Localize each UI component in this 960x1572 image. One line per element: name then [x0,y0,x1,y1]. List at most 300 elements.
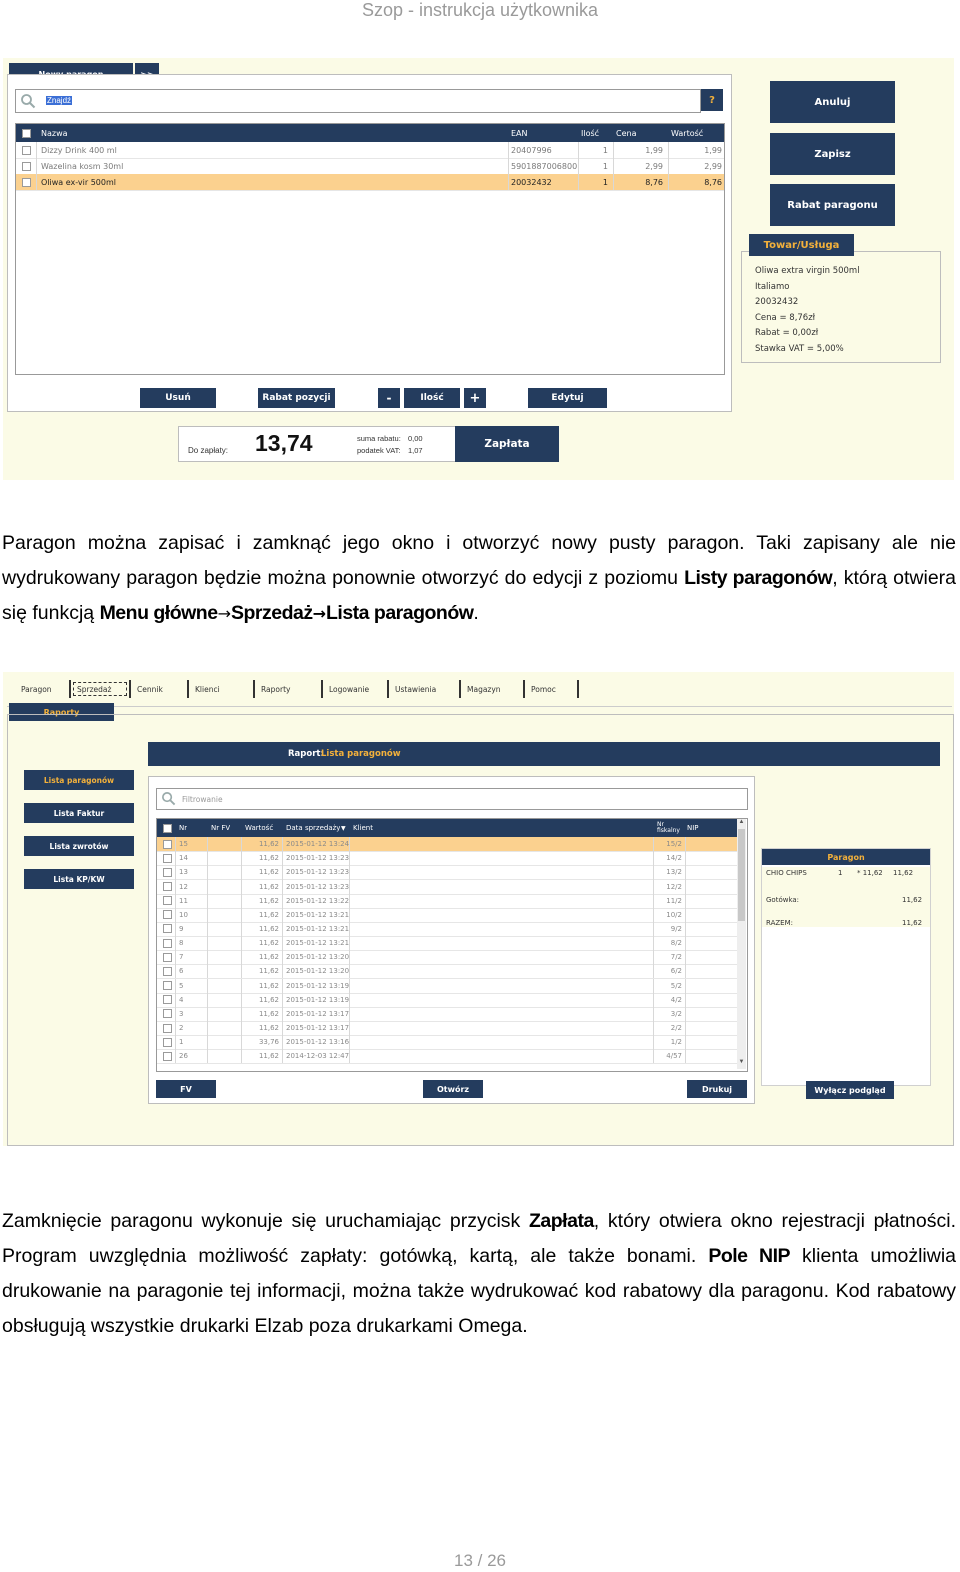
receipt-list-term: Listy paragonów [684,567,833,589]
column-divider [207,879,208,893]
column-divider [349,1049,350,1063]
receipt-fiscal-nr: 9/2 [670,924,682,933]
menu-item[interactable]: Raporty [261,684,291,694]
column-divider [175,865,176,879]
column-divider [207,922,208,936]
scroll-up-icon[interactable]: ▲ [738,819,745,825]
col-price[interactable]: Cena [616,128,637,138]
row-checkbox[interactable] [163,882,172,891]
receipt-fiscal-nr: 15/2 [666,840,682,849]
column-divider [685,865,686,879]
receipt-date: 2015-01-12 13:17 [286,1024,350,1032]
hide-preview-button[interactable]: Wyłącz podgląd [806,1081,894,1099]
table-row[interactable] [157,865,737,880]
item-discount-button[interactable]: Rabat pozycji [258,388,335,408]
receipt-date: 2015-01-12 13:20 [286,953,350,962]
main-menu-term: Menu główne [99,602,218,624]
paragraph1-text-3: . [473,602,479,624]
items-table [15,123,725,375]
receipt-discount-button[interactable]: Rabat paragonu [770,184,895,226]
receipt-fiscal-nr: 11/2 [666,896,682,905]
row-checkbox[interactable] [163,953,172,962]
col-nip[interactable]: NIP [687,824,699,832]
receipt-date: 2015-01-12 13:21 [286,910,350,919]
open-button[interactable]: Otwórz [423,1080,483,1098]
column-divider [175,908,176,922]
product-info-lines [755,264,860,357]
select-all-checkbox[interactable] [22,129,31,138]
report-title-bar [148,742,940,766]
column-divider [282,950,283,964]
column-divider [282,851,283,865]
column-divider [36,174,37,190]
column-divider [282,879,283,893]
column-divider [349,922,350,936]
column-divider [175,837,176,851]
delete-button[interactable]: Usuń [140,388,216,408]
table-row[interactable] [157,922,737,937]
receipt-preview [761,848,931,1086]
menu-item[interactable]: Cennik [137,684,163,694]
column-divider [282,1049,283,1063]
column-divider [685,1007,686,1021]
side-menu-button[interactable]: Lista zwrotów [24,836,134,856]
receipt-nr: 9 [179,924,184,933]
column-divider [685,908,686,922]
receipt-nr: 26 [179,1052,188,1061]
receipt-nr: 2 [179,1024,184,1032]
receipt-value: 11,62 [258,882,279,891]
col-ean[interactable]: EAN [511,128,528,138]
product-info-line: Rabat = 0,00zł [755,328,819,338]
column-divider [282,837,283,851]
to-pay-value: 13,74 [255,430,313,456]
column-divider [175,950,176,964]
column-divider [349,865,350,879]
column-divider [508,174,509,190]
receipt-value: 11,62 [258,924,279,933]
receipt-fiscal-nr: 10/2 [666,910,682,919]
row-checkbox[interactable] [163,995,172,1004]
column-divider [282,1021,283,1035]
row-checkbox-cell [163,1007,172,1021]
print-button[interactable]: Drukuj [687,1080,747,1098]
column-divider [207,979,208,993]
item-qty: 1 [602,177,608,187]
sort-desc-icon[interactable]: ▼ [341,824,346,832]
receipt-nr: 5 [179,981,184,990]
col-fiscal-nr[interactable]: Nr fiskalny [657,821,680,834]
table-row[interactable] [16,158,724,175]
table-row[interactable] [157,1021,737,1036]
row-checkbox-cell [163,1021,172,1035]
receipt-date: 2015-01-12 13:17 [286,1009,350,1018]
row-checkbox-cell [22,174,31,190]
payment-summary [178,426,458,462]
scrollbar-thumb[interactable] [738,829,745,921]
items-table-header [16,124,724,142]
column-divider [282,865,283,879]
row-checkbox-cell [163,964,172,978]
receipt-date: 2014-12-03 12:47 [286,1052,350,1061]
column-divider [282,1035,283,1049]
receipt-date: 2015-01-12 13:20 [286,967,350,976]
column-divider [508,158,509,174]
receipt-value: 11,62 [258,1052,279,1061]
nip-field-term: Pole NIP [708,1245,791,1267]
to-pay-label: Do zapłaty: [188,446,229,455]
col-name[interactable]: Nazwa [41,128,68,138]
table-row[interactable] [157,894,737,909]
row-checkbox-cell [163,936,172,950]
receipt-date: 2015-01-12 13:23 [286,868,350,877]
receipt-date: 2015-01-12 13:23 [286,882,350,891]
item-value: 2,99 [704,161,722,171]
preview-qty: 1 [838,869,843,877]
row-checkbox[interactable] [163,1024,172,1033]
item-name: Oliwa ex-vir 500ml [41,177,116,187]
column-divider [349,851,350,865]
column-divider [36,158,37,174]
menu-item[interactable]: Pomoc [531,684,556,694]
receipt-fiscal-nr: 6/2 [670,967,682,976]
column-divider [175,922,176,936]
table-row[interactable] [157,1035,737,1050]
row-checkbox[interactable] [163,910,172,919]
arrow-right-icon: → [217,604,231,623]
receipt-fiscal-nr: 7/2 [670,953,682,962]
column-divider [685,964,686,978]
column-divider [207,894,208,908]
column-divider [175,1007,176,1021]
receipt-value: 11,62 [258,953,279,962]
row-checkbox-cell [163,837,172,851]
paragraph2-text-3: klienta umożliwia drukowanie na paragonie tej informacji, można także wydrukować kod rabatowy dla paragonu. Kod rabatowy obsługują wszystkie drukarki Elzab poza drukarkami Omega. [2,1245,957,1337]
paragraph2-text-1: Zamknięcie paragonu wykonuje się uruchamiając przycisk [2,1210,530,1232]
column-divider [36,142,37,158]
column-divider [207,936,208,950]
receipt-nr: 12 [179,882,188,891]
item-value: 8,76 [704,177,722,187]
filter-field[interactable] [156,788,748,810]
scrollbar[interactable] [737,819,746,1069]
row-checkbox[interactable] [22,178,31,187]
receipt-value: 11,62 [258,868,279,877]
pay-term: Zapłata [529,1210,594,1232]
receipt-nr: 8 [179,939,184,948]
column-divider [349,936,350,950]
reports-tab[interactable]: Raporty [9,703,114,721]
column-divider [282,979,283,993]
row-checkbox-cell [163,1049,172,1063]
product-info-line: Cena = 8,76zł [755,312,816,323]
table-row[interactable] [157,964,737,979]
receipt-nr: 11 [179,896,188,905]
receipt-fiscal-nr: 13/2 [666,868,682,877]
fv-button[interactable]: FV [156,1080,216,1098]
table-row[interactable] [157,950,737,965]
receipt-fiscal-nr: 4/2 [670,995,682,1004]
item-price: 2,99 [645,161,663,171]
column-divider [207,964,208,978]
column-divider [175,894,176,908]
receipts-table [156,818,748,1072]
receipt-date: 2015-01-12 13:21 [286,939,350,948]
column-divider [207,1049,208,1063]
table-row[interactable] [16,174,724,191]
filter-placeholder: Filtrowanie [182,795,223,804]
receipt-fiscal-nr: 1/2 [670,1038,682,1047]
row-checkbox-cell [163,865,172,879]
column-divider [282,908,283,922]
search-input-value: Znajdź [47,96,72,105]
table-row[interactable] [157,979,737,994]
paragraph1-text-1: Paragon można zapisać i zamknąć jego okno i otworzyć nowy pusty paragon. Taki zapisany ale nie wydrukowany paragon będzie można ponownie otworzyć do edycji z poziomu [2,532,956,589]
row-checkbox[interactable] [163,1009,172,1018]
table-row[interactable] [157,879,737,894]
page-header: Szop - instrukcja użytkownika [361,0,599,20]
receipt-value: 11,62 [258,840,279,849]
table-row[interactable] [157,936,737,951]
row-checkbox-cell [163,851,172,865]
table-row[interactable] [157,993,737,1008]
total-label: RAZEM: [766,919,793,927]
column-divider [175,1035,176,1049]
receipt-value: 11,62 [258,896,279,905]
pay-button[interactable]: Zapłata [455,426,559,462]
table-row[interactable] [157,1049,737,1064]
menu-separator [577,680,579,698]
select-all-checkbox[interactable] [163,824,172,833]
table-row[interactable] [157,1007,737,1022]
row-checkbox[interactable] [163,1052,172,1061]
receipt-nr: 10 [179,910,188,919]
minus-button[interactable]: - [378,388,400,408]
product-tab[interactable]: Towar/Usługa [749,234,854,256]
receipt-value: 11,62 [258,981,279,990]
menu-item[interactable]: Sprzedaż [71,680,129,698]
column-divider [349,908,350,922]
row-checkbox[interactable] [163,896,172,905]
arrow-right-icon: → [312,604,326,623]
row-checkbox-cell [163,879,172,893]
table-row[interactable] [16,142,724,159]
column-divider [685,894,686,908]
receipt-fiscal-nr: 14/2 [666,854,682,863]
preview-amount: 11,62 [893,869,914,877]
col-client[interactable]: Klient [353,824,373,832]
receipt-value: 11,62 [258,995,279,1004]
column-divider [175,1049,176,1063]
menu-item[interactable]: Logowanie [329,684,370,694]
vat-value: 1,07 [408,446,423,455]
column-divider [282,936,283,950]
table-row[interactable] [157,837,737,852]
column-divider [685,950,686,964]
item-qty: 1 [602,161,608,171]
side-menu-button[interactable]: Lista KP/KW [24,869,134,889]
vat-label: podatek VAT: [357,446,401,455]
row-checkbox-cell [163,894,172,908]
receipt-value: 11,62 [258,1009,279,1018]
column-divider [349,879,350,893]
column-divider [685,936,686,950]
receipts-table-header [157,819,737,837]
receipt-date: 2015-01-12 13:19 [286,981,350,990]
menu-item[interactable]: Klienci [195,684,220,694]
paragraph-close-receipt [2,1204,956,1344]
col-value[interactable]: Wartość [671,128,704,138]
column-divider [207,1007,208,1021]
receipt-date: 2015-01-12 13:24 [286,840,350,849]
column-divider [207,1035,208,1049]
receipt-date: 2015-01-12 13:21 [286,924,350,933]
column-divider [685,1049,686,1063]
col-fv-nr[interactable]: Nr FV [211,824,231,832]
cash-value: 11,62 [902,896,923,904]
preview-item: CHIO CHIPS [766,869,807,877]
column-divider [175,979,176,993]
receipt-value: 11,62 [258,910,279,919]
table-row[interactable] [157,851,737,866]
product-info-box [741,251,941,363]
column-divider [685,879,686,893]
column-divider [349,1007,350,1021]
row-checkbox[interactable] [22,146,31,155]
receipt-nr: 15 [179,840,188,849]
column-divider [349,894,350,908]
column-divider [175,964,176,978]
receipt-nr: 6 [179,967,184,976]
column-divider [685,851,686,865]
product-info-line: Italiamo [755,281,790,292]
item-name: Dizzy Drink 400 ml [41,145,117,155]
column-divider [282,964,283,978]
column-divider [349,993,350,1007]
row-checkbox[interactable] [163,967,172,976]
receipt-fiscal-nr: 8/2 [670,939,682,948]
menu-item[interactable]: Ustawienia [395,684,437,694]
column-divider [685,1021,686,1035]
row-checkbox[interactable] [163,939,172,948]
column-divider [207,865,208,879]
paragraph2-text-2: , który otwiera okno rejestracji płatności. Program uwzględnia możliwość zapłaty: gotówką, kartą, ale także bonami. [2,1210,956,1267]
column-divider [349,1035,350,1049]
sales-term: Sprzedaż [230,602,313,624]
side-menu-button[interactable]: Lista paragonów [24,770,134,790]
side-menu-button[interactable]: Lista Faktur [24,803,134,823]
item-name: Wazelina kosm 30ml [41,161,124,171]
row-checkbox[interactable] [163,924,172,933]
item-ean: 20407996 [511,145,552,155]
column-divider [282,894,283,908]
col-nr[interactable]: Nr [179,824,188,832]
row-checkbox-cell [163,950,172,964]
column-divider [685,1035,686,1049]
column-divider [207,908,208,922]
search-field[interactable] [15,89,701,113]
receipt-value: 11,62 [258,939,279,948]
column-divider [175,993,176,1007]
receipt-fiscal-nr: 12/2 [666,882,682,891]
receipt-value: 33,76 [258,1038,279,1047]
column-divider [685,922,686,936]
menu-item[interactable]: Magazyn [467,684,501,694]
total-value: 11,62 [902,919,923,927]
search-icon [161,791,176,806]
row-checkbox-cell [163,908,172,922]
table-row[interactable] [157,908,737,923]
discount-sum-value: 0,00 [408,434,423,443]
column-divider [282,922,283,936]
row-checkbox[interactable] [163,840,172,849]
column-divider [349,1021,350,1035]
column-divider [349,837,350,851]
col-sale-date[interactable]: Data sprzedaży [286,824,341,832]
receipt-nr: 1 [179,1038,184,1047]
scroll-down-icon[interactable]: ▼ [738,1059,745,1065]
receipt-value: 11,62 [258,967,279,976]
row-checkbox[interactable] [22,162,31,171]
cancel-button[interactable]: Anuluj [770,81,895,123]
column-divider [685,837,686,851]
search-icon [20,93,36,109]
product-info-line: Oliwa extra virgin 500ml [755,266,860,276]
receipt-nr: 4 [179,995,184,1004]
receipt-nr: 14 [179,854,188,863]
column-divider [685,993,686,1007]
column-divider [685,979,686,993]
row-checkbox[interactable] [163,981,172,990]
row-checkbox-cell [163,1035,172,1049]
row-checkbox-cell [22,158,31,174]
receipt-fiscal-nr: 4/57 [666,1052,682,1061]
receipt-nr: 3 [179,1009,184,1018]
main-menu-bar [15,678,579,700]
column-divider [349,964,350,978]
plus-button[interactable]: + [464,388,486,408]
col-value[interactable]: Wartość [245,824,274,832]
row-checkbox[interactable] [163,868,172,877]
item-ean: 20032432 [511,177,552,187]
item-qty: 1 [602,145,608,155]
row-checkbox[interactable] [163,854,172,863]
column-divider [349,950,350,964]
report-name: Lista paragonów [321,749,401,759]
row-checkbox-cell [22,142,31,158]
item-value: 1,99 [704,145,722,155]
help-button[interactable]: ? [701,89,723,111]
discount-sum-label: suma rabatu: [357,434,401,443]
receipt-nr: 7 [179,953,184,962]
quantity-button[interactable]: Ilość [404,388,460,408]
save-button[interactable]: Zapisz [770,133,895,175]
row-checkbox[interactable] [163,1038,172,1047]
column-divider [282,993,283,1007]
column-divider [207,950,208,964]
receipt-value: 11,62 [258,854,279,863]
column-divider [207,993,208,1007]
column-divider [175,879,176,893]
col-qty[interactable]: Ilość [581,128,600,138]
item-ean: 5901887006800 [511,161,578,171]
receipt-date: 2015-01-12 13:16 [286,1038,350,1047]
receipt-date: 2015-01-12 13:19 [286,995,350,1004]
receipt-fiscal-nr: 5/2 [670,981,682,990]
menu-item[interactable]: Paragon [21,684,52,694]
edit-button[interactable]: Edytuj [528,388,607,408]
receipt-fiscal-nr: 3/2 [670,1009,682,1018]
